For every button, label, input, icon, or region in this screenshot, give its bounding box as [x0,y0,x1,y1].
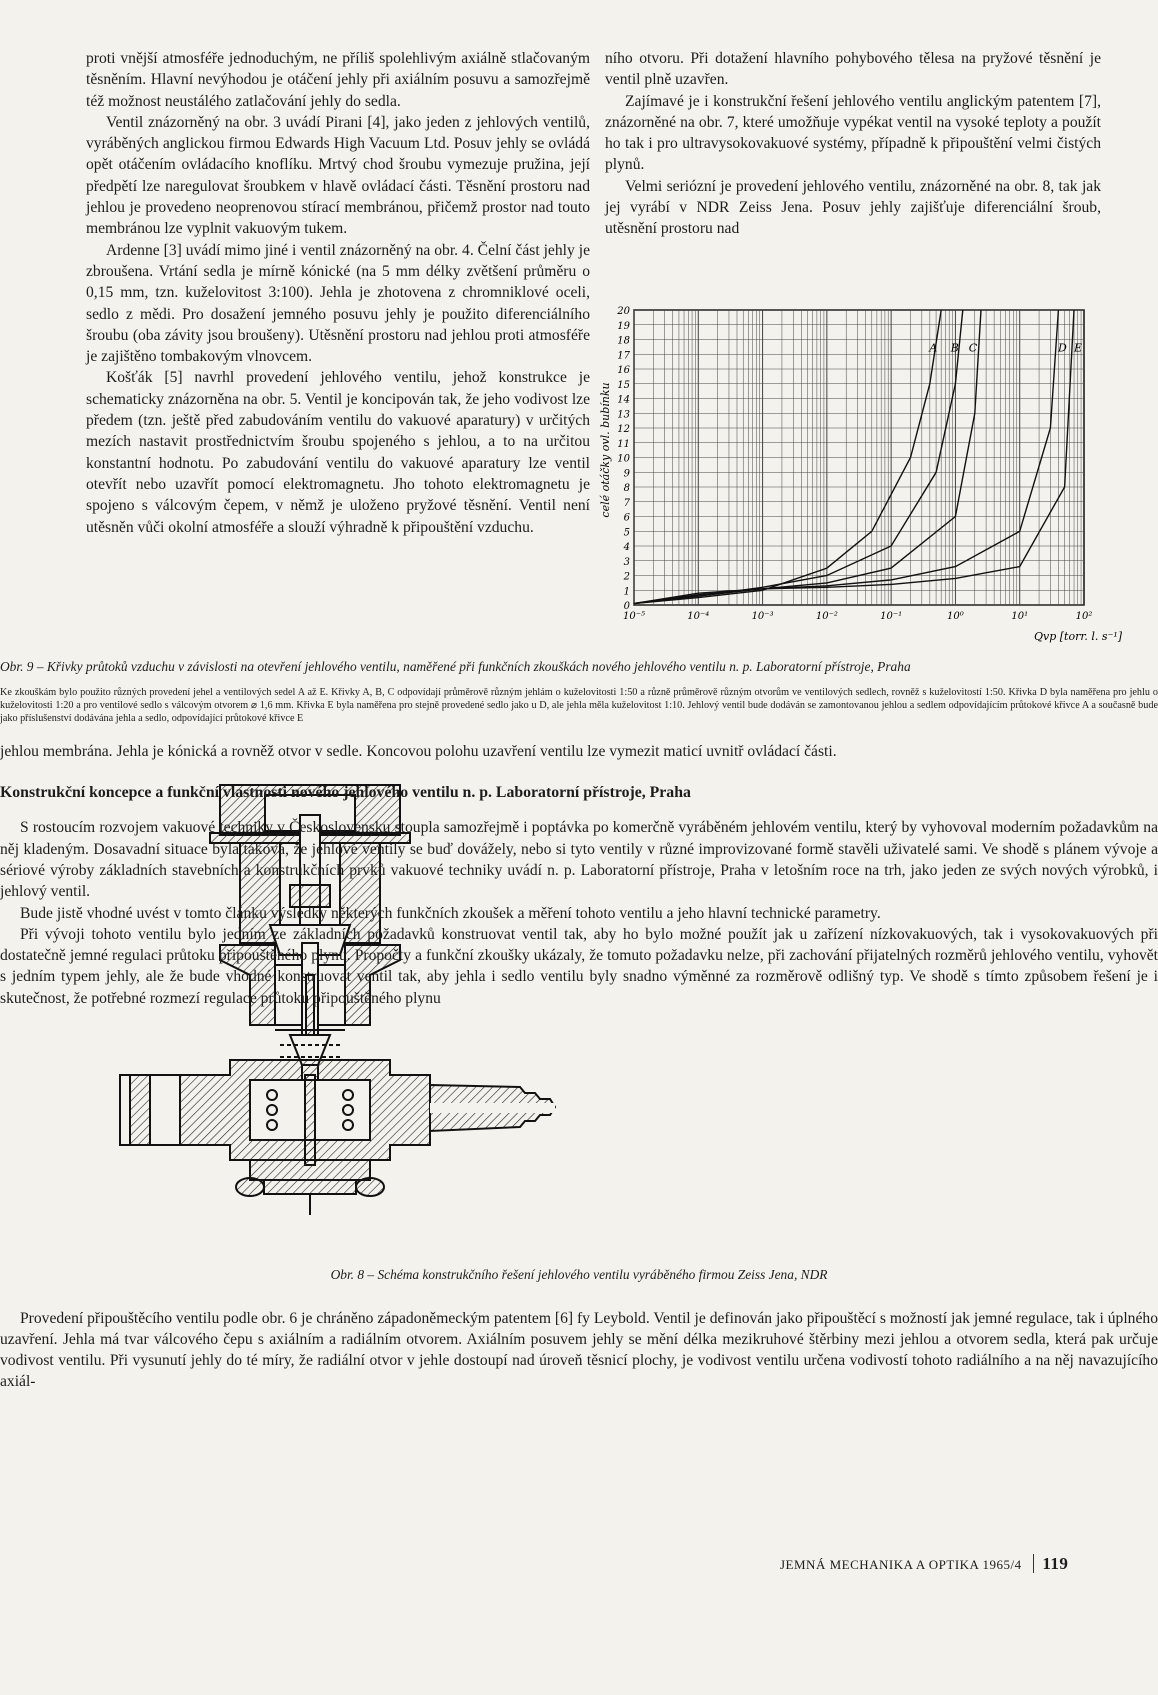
right-mid-column [0,658,1158,1009]
y-tick-label: 19 [617,320,630,332]
paragraph: Košťák [5] navrhl provedení jehlového ventilu, jehož konstrukce je schematicky znázorněna na obr. 5. Ventil je koncipován tak, že jeho vodivost lze předem (tzn. ještě před zabudováním ventilu do vakuové aparatury) v určitých mezích nastavit prostřednictvím šroubu spojeného s jehlou, a to na určitou konstantní hodnotu. Po zabudování ventilu do vakuové aparatury lze ventil otevřít nebo uzavřít pomocí elektromagnetu. Jho tohoto elektromagnetu je spojeno s válcovým čepem, v němž je uloženo pryžové těsnění. Ventil není utěsněn vůči okolní atmosféře a slouží výhradně k připouštění vzduchu. [86,369,590,536]
y-tick-label: 3 [623,556,630,568]
page-number: 119 [1033,1554,1068,1573]
y-tick-label: 12 [617,424,630,435]
y-tick-label: 6 [623,512,630,524]
right-mid-text [0,741,1158,762]
paragraph: ního otvoru. Při dotažení hlavního pohybového tělesa na pryžové těsnění je ventil plně uzavřen. [605,50,1101,89]
y-tick-label: 18 [617,335,630,347]
y-tick-label: 4 [623,542,630,553]
paragraph: S rostoucím rozvojem vakuové techniky v Československu stoupla samozřejmě i poptávka po komerčně vyráběném jehlovém ventilu, který by vyhovoval moderním požadavkům na něj kladeným. Dosavadní situace byla taková, že jehlové ventily se buď dovážely, nebo si tyto ventily v různé improvizované formě stavěli uživatelé sami. Ve shodě s plánem vývoje a sériové výroby základních stavebních a konstrukčních prvků vakuové techniky uvádí n. p. Laboratorní přístroje, Praha v letošním roce na trh, jako jeden ze svých nových výrobků, i jehlový ventil. [0,819,1158,901]
right-top-text [605,48,1101,240]
x-tick-label: 10⁻³ [751,611,774,622]
y-tick-label: 1 [623,586,630,598]
y-tick-label: 16 [617,365,630,376]
paragraph: Bude jistě vhodné uvést v tomto článku výsledky některých funkčních zkoušek a měření tohoto ventilu a jeho hlavní technické parametry. [20,904,881,922]
y-tick-label: 14 [617,394,630,406]
figure-9-flow-chart [594,300,1123,650]
x-tick-label: 10⁻² [815,611,838,622]
series-label-C: C [968,341,978,355]
series-label-B: B [950,341,959,355]
page-footer [780,1554,1110,1574]
journal-name: JEMNÁ MECHANIKA A OPTIKA 1965/4 [780,1557,1022,1572]
paragraph: Provedení připouštěcího ventilu podle obr. 6 je chráněno západoněmeckým patentem [6] fy Leybold. Ventil je definován jako připouštěcí s možností jak jemné regulace, tak i úplného uzavření. Jehla má tvar válcového čepu s axiálním a radiálním otvorem. Axiálním posuvem jehly se mění délka mezikruhové štěrbiny mezi jehlou a otvorem sedla, která pak určuje vodivost ventilu. Při vysunutí jehly do té míry, že radiální otvor v jehle dostoupí nad úroveň těsnicí plochy, je vodivost ventilu určena vodivostí tohoto radiálního a na něj navazujícího axiál- [0,1309,1158,1391]
left-top-text [86,48,590,538]
y-tick-label: 7 [623,497,630,509]
series-label-D: D [1058,341,1067,355]
y-tick-label: 8 [623,483,630,494]
figure-9-caption: Obr. 9 – Křivky průtoků vzduchu v závislosti na otevření jehlového ventilu, naměřené při funkčních zkouškách nového jehlového ventilu n. p. Laboratorní přístroje, Praha [0,659,911,674]
x-tick-label: 10⁰ [947,611,964,622]
series-label-A: A [929,341,938,355]
x-tick-label: 10⁻¹ [880,611,903,622]
figure-9-note: Ke zkouškám bylo použito různých provedení jehel a ventilových sedel A až E. Křivky A, B, C odpovídají průměrově různým jehlám o kuželovitosti 1:50 a různě průměrově různým otvorům ve ventilových sedlech, rovněž s kuželovitostí 1:50. Křivka D byla naměřena pro jehlu o kuželovitosti 1:20 a pro ventilové sedlo s válcovým otvorem ⌀ 1,6 mm. Křivka E byla naměřena pro stejně provedené sedlo jako u D, ale jehla měla kuželovitost 1:10. Jehlový ventil bude dodáván se zamontovanou jehlou a sedlem odpovídajícím průtokové křivce A a současně bude jako příslušenství dodávána jehla a sedlo, odpovídající průtokové křivce E [0,686,1158,724]
y-tick-label: 20 [617,306,630,317]
left-bottom-text [0,1308,1158,1393]
paragraph: jehlou membrána. Jehla je kónická a rovněž otvor v sedle. Koncovou polohu uzavření ventilu lze vymezit maticí uvnitř ovládací části. [0,743,837,761]
y-tick-label: 10 [617,453,630,465]
figure-8-caption: Obr. 8 – Schéma konstrukčního řešení jehlového ventilu vyráběného firmou Zeiss Jena, NDR [330,1267,828,1282]
paragraph: Ventil znázorněný na obr. 3 uvádí Pirani [4], jako jeden z jehlových ventilů, vyráběných anglickou firmou Edwards High Vacuum Ltd. Posuv jehly se ovládá opět otáčením ovládacího knoflíku. Mrtvý chod šroubu vymezuje pružina, její předpětí lze naregulovat šroubkem v hlavě ovládací části. Těsnění prostoru nad jehlou je provedeno neoprenovou stírací membránou, přičemž prostor nad touto membránou lze vyplnit vakuovým tukem. [86,113,590,238]
paragraph: Ardenne [3] uvádí mimo jiné i ventil znázorněný na obr. 4. Čelní část jehly je zbroušena. Vrtání sedla je mírně kónické (na 5 mm délky zvětšení průměru o 0,15 mm, tzn. kuželovitost 3:100). Jehla je zhotovena z chromniklové oceli, sedlo z mědi. Pro dosažení jemného posuvu jehly je použito diferenciálního šroubu (oba závity jsou broušeny). Utěsnění prostoru nad jehlou proti atmosféře je zajištěno tombakovým vlnovcem. [86,241,590,366]
right-column [605,48,1101,240]
y-tick-label: 13 [617,409,630,421]
chart-x-axis-label: Qvp [torr. l. s⁻¹] [1034,630,1123,643]
chart-y-axis-label: celé otáčky ovl. bubínku [599,382,612,518]
series-label-E: E [1074,341,1083,355]
section-heading: Konstrukční koncepce a funkční vlastnosti nového jehlového ventilu n. p. Laboratorní přístroje, Praha [0,784,691,802]
right-bottom-text [0,817,1158,1009]
paragraph: Zajímavé je i konstrukční řešení jehlového ventilu anglickým patentem [7], znázorněné na obr. 7, které umožňuje vypékat ventil na vysoké teploty a použít ho tak i pro ultravysokovakuové systémy, případně k připouštění velmi čistých plynů. [605,92,1101,174]
x-tick-label: 10¹ [1011,611,1029,622]
y-tick-label: 2 [623,571,630,583]
left-column [86,48,590,538]
y-tick-label: 17 [617,350,630,362]
x-tick-label: 10² [1075,611,1093,622]
paragraph: Při vývoji tohoto ventilu bylo jedním ze základních požadavků konstruovat ventil tak, aby ho bylo možné použít jak u zařízení nízkovakuových, tak i vysokovakuových při dostatečně jemné regulaci průtoku připouštěného plynu. Propočty a funkční zkoušky ukázaly, že tomuto požadavku nelze, při zachování přijatelných rozměrů jehlového ventilu, vyhovět s jedním typem jehly, ale že bude vhodné konstruovat ventil tak, aby jehla i sedlo ventilu byly snadno výměnné za rozměrově odlišný typ. Ve shodě s tímto způsobem řešení je i skutečnost, že potřebné rozmezí regulace průtoku připouštěného plynu [0,925,1158,1007]
y-tick-label: 15 [617,379,630,391]
y-tick-label: 9 [623,468,630,480]
left-bottom-column [0,1266,1158,1393]
paragraph: Velmi seriózní je provedení jehlového ventilu, znázorněné na obr. 8, tak jak jej vyrábí v NDR Zeiss Jena. Posuv jehly zajišťuje diferenciální šroub, utěsnění prostoru nad [605,177,1101,238]
chart-ticks [616,306,1092,622]
y-tick-label: 0 [623,601,630,612]
paragraph: proti vnější atmosféře jednoduchým, ne příliš spolehlivým axiálně stlačovaným těsněním. Hlavní nevýhodou je otáčení jehly při axiálním posuvu a samozřejmě též možnost neustálého zatlačování jehly do sedla. [86,50,590,110]
x-tick-label: 10⁻⁵ [622,611,646,622]
y-tick-label: 5 [623,527,630,539]
x-tick-label: 10⁻⁴ [687,611,710,622]
y-tick-label: 11 [617,438,630,450]
